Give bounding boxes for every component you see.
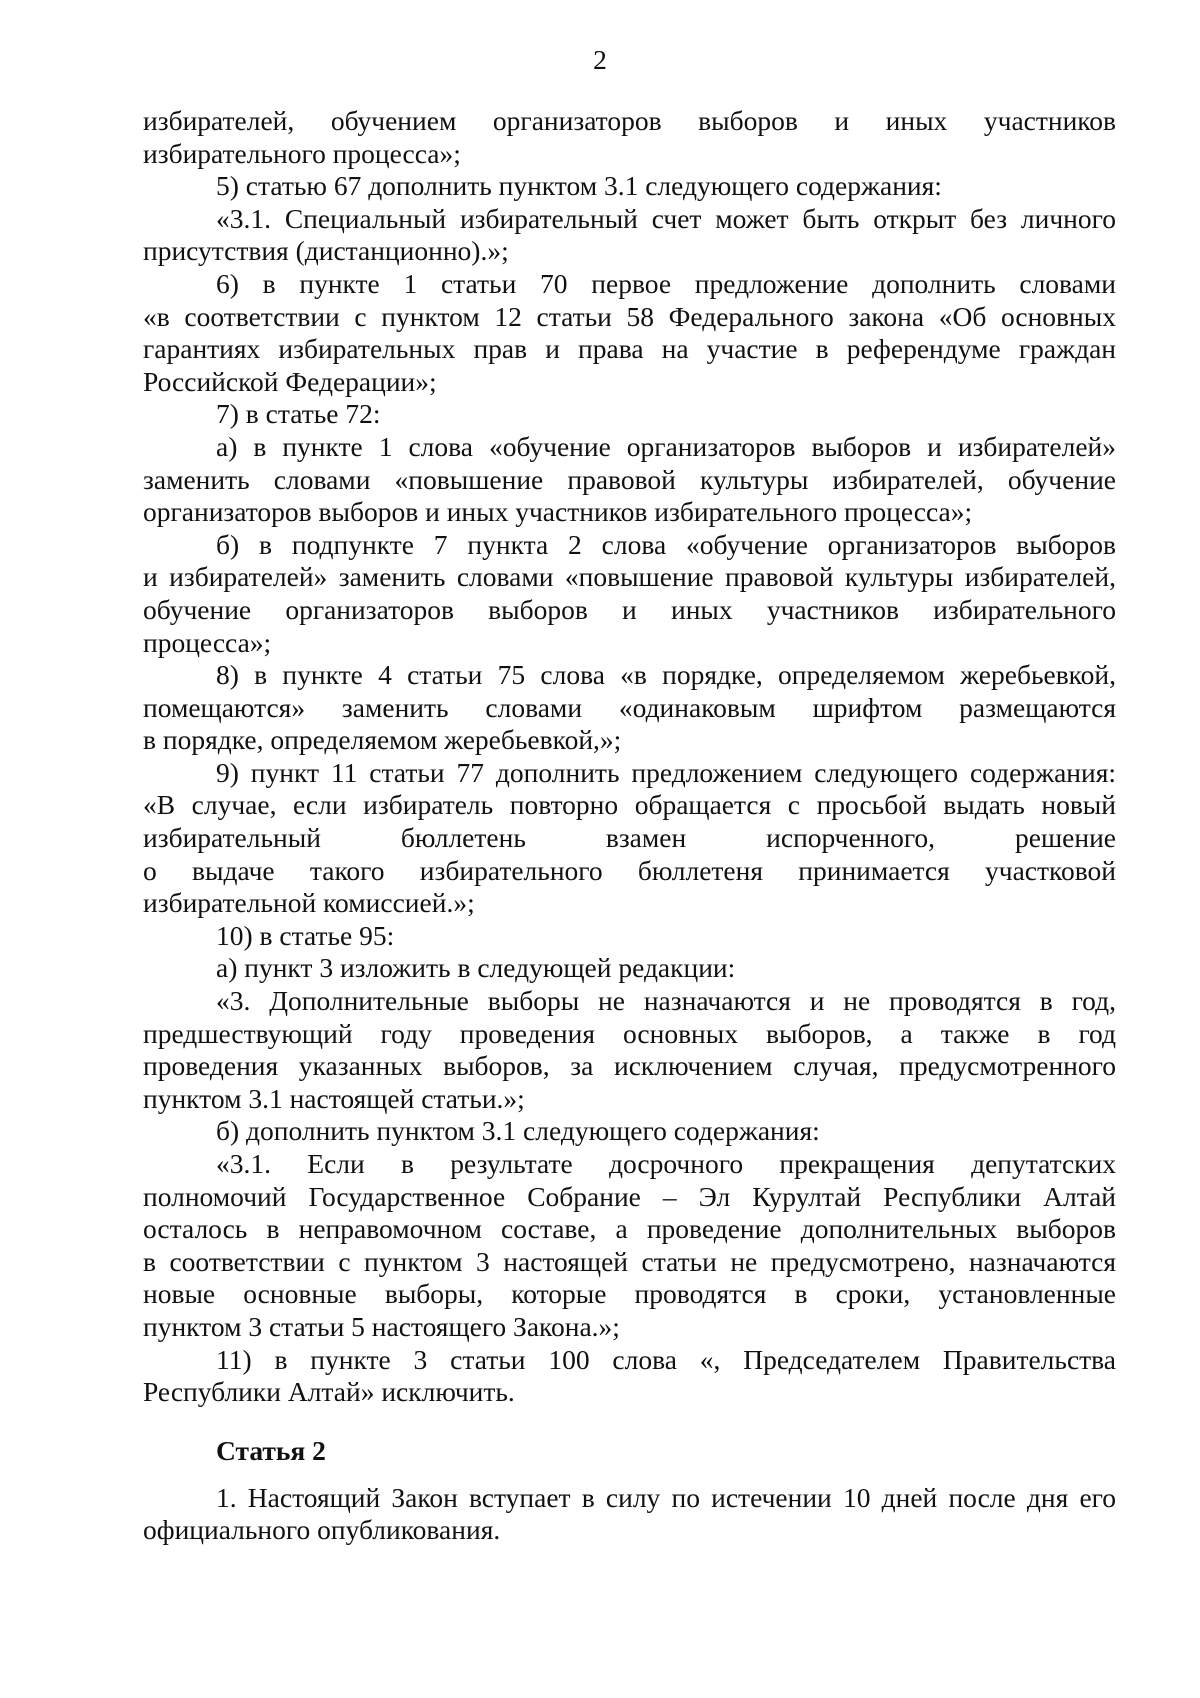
paragraph bbox=[143, 952, 1116, 985]
paragraph-line: предшествующий году проведения основных выборов, а также в год bbox=[143, 1017, 1116, 1049]
paragraph-line: осталось в неправомочном составе, а проведение дополнительных выборов bbox=[143, 1213, 1116, 1245]
paragraph-line: а) в пункте 1 слова «обучение организаторов выборов и избирателей» bbox=[216, 430, 1116, 462]
paragraph-line: 8) в пункте 4 статьи 75 слова «в порядке, определяемом жеребьевкой, bbox=[216, 659, 1116, 691]
paragraph-line: 5) статью 67 дополнить пунктом 3.1 следующего содержания: bbox=[216, 170, 942, 202]
paragraph-line: в соответствии с пунктом 3 настоящей статьи не предусмотрено, назначаются bbox=[143, 1245, 1116, 1277]
paragraph-line: 1. Настоящий Закон вступает в силу по истечении 10 дней после дня его bbox=[216, 1481, 1116, 1513]
paragraph-line: процесса»; bbox=[143, 626, 272, 658]
paragraph-line: избирателей, обучением организаторов выборов и иных участников bbox=[143, 105, 1116, 136]
paragraph-line: 11) в пункте 3 статьи 100 слова «, Председателем Правительства bbox=[216, 1343, 1116, 1375]
paragraph-line: б) дополнить пунктом 3.1 следующего содержания: bbox=[216, 1115, 820, 1147]
paragraph bbox=[143, 757, 1116, 920]
paragraph-line: обучение организаторов выборов и иных участников избирательного bbox=[143, 593, 1116, 625]
paragraph bbox=[143, 203, 1116, 268]
paragraph-line: о выдаче такого избирательного бюллетеня принимается участковой bbox=[143, 854, 1116, 886]
paragraph-line: 6) в пункте 1 статьи 70 первое предложение дополнить словами bbox=[216, 267, 1116, 299]
paragraph bbox=[143, 1344, 1116, 1409]
paragraph-line: а) пункт 3 изложить в следующей редакции: bbox=[216, 952, 736, 984]
paragraph-line: «в соответствии с пунктом 12 статьи 58 Федерального закона «Об основных bbox=[143, 300, 1116, 332]
paragraph bbox=[143, 1115, 1116, 1148]
paragraph-line: Российской Федерации»; bbox=[143, 365, 437, 397]
paragraph bbox=[143, 1148, 1116, 1344]
paragraph bbox=[143, 659, 1116, 757]
paragraph-line: проведения указанных выборов, за исключением случая, предусмотренного bbox=[143, 1050, 1116, 1082]
page-number: 2 bbox=[593, 44, 607, 75]
paragraph-line: 9) пункт 11 статьи 77 дополнить предложением следующего содержания: bbox=[216, 756, 1116, 788]
paragraph bbox=[143, 985, 1116, 1115]
paragraph-line: новые основные выборы, которые проводятся в сроки, установленные bbox=[143, 1278, 1116, 1310]
paragraph-line: организаторов выборов и иных участников избирательного процесса»; bbox=[143, 496, 973, 528]
paragraph-line: б) в подпункте 7 пункта 2 слова «обучение организаторов выборов bbox=[216, 528, 1116, 560]
paragraph bbox=[143, 920, 1116, 953]
paragraph-line: 10) в статье 95: bbox=[216, 919, 395, 951]
paragraph-line: избирательной комиссией.»; bbox=[143, 887, 475, 919]
paragraph-line: помещаются» заменить словами «одинаковым шрифтом размещаются bbox=[143, 691, 1116, 723]
paragraph bbox=[143, 1482, 1116, 1547]
paragraph-line: полномочий Государственное Собрание – Эл Курултай Республики Алтай bbox=[143, 1180, 1116, 1212]
article-paragraphs bbox=[143, 1482, 1116, 1547]
paragraph-line: в порядке, определяемом жеребьевкой,»; bbox=[143, 724, 622, 756]
paragraph-line: пунктом 3.1 настоящей статьи.»; bbox=[143, 1082, 525, 1114]
paragraph bbox=[143, 398, 1116, 431]
paragraph-line: 7) в статье 72: bbox=[216, 398, 381, 430]
paragraph-line: официального опубликования. bbox=[143, 1514, 501, 1546]
paragraph bbox=[143, 105, 1116, 170]
paragraph-line: и избирателей» заменить словами «повышение правовой культуры избирателей, bbox=[143, 561, 1116, 593]
paragraph-line: «В случае, если избиратель повторно обращается с просьбой выдать новый bbox=[143, 789, 1116, 821]
paragraph-line: «3.1. Если в результате досрочного прекращения депутатских bbox=[216, 1148, 1116, 1179]
paragraph-line: присутствия (дистанционно).»; bbox=[143, 235, 509, 267]
paragraph bbox=[143, 529, 1116, 659]
paragraph bbox=[143, 431, 1116, 529]
paragraph bbox=[143, 170, 1116, 203]
paragraph-line: пунктом 3 статьи 5 настоящего Закона.»; bbox=[143, 1310, 620, 1342]
paragraph-line: избирательный бюллетень взамен испорченного, решение bbox=[143, 822, 1116, 854]
amendments-list bbox=[143, 105, 1116, 1409]
paragraph-line: «3. Дополнительные выборы не назначаются и не проводятся в год, bbox=[216, 985, 1116, 1017]
paragraph-line: заменить словами «повышение правовой культуры избирателей, обучение bbox=[143, 463, 1116, 495]
document-body bbox=[143, 105, 1116, 1547]
paragraph-line: «3.1. Специальный избирательный счет может быть открыт без личного bbox=[216, 202, 1116, 234]
paragraph-line: Республики Алтай» исключить. bbox=[143, 1376, 515, 1408]
article-heading: Статья 2 bbox=[216, 1434, 326, 1466]
paragraph bbox=[143, 268, 1116, 398]
paragraph-line: гарантиях избирательных прав и права на участие в референдуме граждан bbox=[143, 333, 1116, 365]
paragraph-line: избирательного процесса»; bbox=[143, 137, 461, 169]
